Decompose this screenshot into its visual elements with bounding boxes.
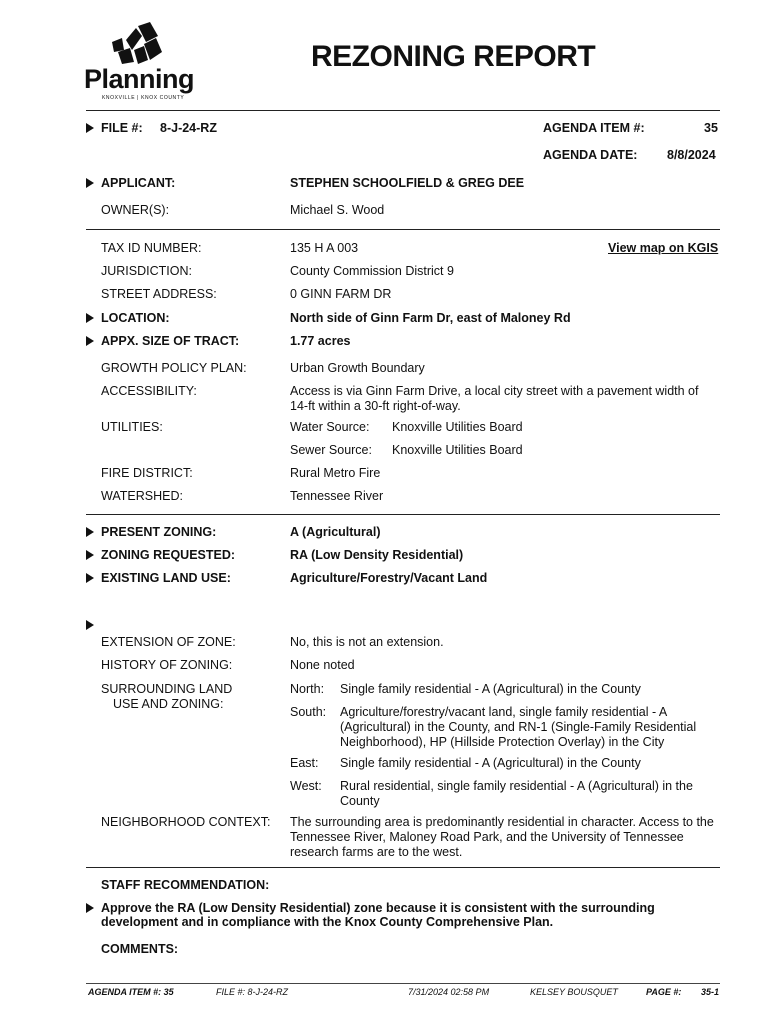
north-value: Single family residential - A (Agricultural) in the County <box>340 682 641 696</box>
street-address-label: STREET ADDRESS: <box>101 287 217 301</box>
footer-file: FILE #: 8-J-24-RZ <box>216 987 289 997</box>
extension-value: No, this is not an extension. <box>290 635 444 649</box>
north-label: North: <box>290 682 325 696</box>
location-label: LOCATION: <box>101 311 170 325</box>
file-label: FILE #: <box>101 121 143 135</box>
neighborhood-line-2: Tennessee River, Maloney Road Park, and the University of Tennessee <box>290 830 684 844</box>
sewer-source-label: Sewer Source: <box>290 443 372 457</box>
jurisdiction-label: JURISDICTION: <box>101 264 192 278</box>
watershed-value: Tennessee River <box>290 489 384 503</box>
growth-policy-value: Urban Growth Boundary <box>290 361 425 375</box>
fire-district-value: Rural Metro Fire <box>290 466 381 480</box>
divider <box>86 514 720 515</box>
divider <box>86 110 720 111</box>
fire-district-label: FIRE DISTRICT: <box>101 466 193 480</box>
surrounding-label-line-2: USE AND ZONING: <box>113 697 224 711</box>
footer-page-label: PAGE #: <box>646 987 682 997</box>
bullet-arrow-icon <box>86 903 94 913</box>
growth-policy-label: GROWTH POLICY PLAN: <box>101 361 247 375</box>
south-label: South: <box>290 705 327 719</box>
file-value: 8-J-24-RZ <box>160 121 217 135</box>
east-label: East: <box>290 756 319 770</box>
bullet-arrow-icon <box>86 178 94 188</box>
neighborhood-line-1: The surrounding area is predominantly residential in character. Access to the <box>290 815 714 829</box>
history-value: None noted <box>290 658 355 672</box>
water-source-value: Knoxville Utilities Board <box>392 420 523 434</box>
tract-size-label: APPX. SIZE OF TRACT: <box>101 334 240 348</box>
owners-label: OWNER(S): <box>101 203 170 217</box>
bullet-arrow-icon <box>86 527 94 537</box>
street-address-value: 0 GINN FARM DR <box>290 287 392 301</box>
footer-page-value: 35-1 <box>701 987 720 997</box>
zoning-requested-label: ZONING REQUESTED: <box>101 548 236 562</box>
bullet-arrow-icon <box>86 123 94 133</box>
accessibility-line-1: Access is via Ginn Farm Drive, a local city street with a pavement width of <box>290 384 699 398</box>
south-line-1: Agriculture/forestry/vacant land, single family residential - A <box>340 705 668 719</box>
staff-recommendation-label: STAFF RECOMMENDATION: <box>101 878 270 892</box>
west-line-2: County <box>340 794 380 808</box>
agenda-date-label: AGENDA DATE: <box>543 148 638 162</box>
page-title: REZONING REPORT <box>311 40 596 73</box>
present-zoning-label: PRESENT ZONING: <box>101 525 217 539</box>
existing-land-use-value: Agriculture/Forestry/Vacant Land <box>290 571 488 585</box>
staff-recommendation-line-1: Approve the RA (Low Density Residential) zone because it is consistent with the surrounding <box>101 901 655 915</box>
tax-id-label: TAX ID NUMBER: <box>101 241 202 255</box>
bullet-arrow-icon <box>86 336 94 346</box>
agenda-date-value: 8/8/2024 <box>667 148 716 162</box>
accessibility-label: ACCESSIBILITY: <box>101 384 197 398</box>
kgis-map-link[interactable]: View map on KGIS <box>608 241 719 255</box>
west-line-1: Rural residential, single family residential - A (Agricultural) in the <box>340 779 693 793</box>
bullet-arrow-icon <box>86 573 94 583</box>
west-label: West: <box>290 779 322 793</box>
zoning-requested-value: RA (Low Density Residential) <box>290 548 464 562</box>
neighborhood-line-3: research farms are to the west. <box>290 845 463 859</box>
divider <box>86 867 720 868</box>
divider <box>86 229 720 230</box>
footer-author: KELSEY BOUSQUET <box>530 987 618 997</box>
footer-agenda-item: AGENDA ITEM #: 35 <box>88 987 174 997</box>
logo-wordmark: Planning <box>84 64 194 94</box>
applicant-label: APPLICANT: <box>101 176 176 190</box>
bullet-arrow-icon <box>86 550 94 560</box>
location-value: North side of Ginn Farm Dr, east of Maloney Rd <box>290 311 571 325</box>
logo-subtitle: KNOXVILLE | KNOX COUNTY <box>102 95 185 101</box>
history-label: HISTORY OF ZONING: <box>101 658 233 672</box>
comments-label: COMMENTS: <box>101 942 179 956</box>
jurisdiction-value: County Commission District 9 <box>290 264 454 278</box>
watershed-label: WATERSHED: <box>101 489 183 503</box>
extension-label: EXTENSION OF ZONE: <box>101 635 236 649</box>
sewer-source-value: Knoxville Utilities Board <box>392 443 523 457</box>
planning-logo-icon <box>112 22 164 66</box>
bullet-arrow-icon <box>86 620 94 630</box>
east-value: Single family residential - A (Agricultural) in the County <box>340 756 641 770</box>
south-line-3: Neighborhood), HP (Hillside Protection Overlay) in the City <box>340 735 665 749</box>
footer-timestamp: 7/31/2024 02:58 PM <box>408 987 490 997</box>
tax-id-value: 135 H A 003 <box>290 241 359 255</box>
neighborhood-label: NEIGHBORHOOD CONTEXT: <box>101 815 271 829</box>
bullet-arrow-icon <box>86 313 94 323</box>
footer-divider <box>86 983 720 984</box>
owners-value: Michael S. Wood <box>290 203 385 217</box>
agenda-item-value: 35 <box>704 121 718 135</box>
agenda-item-label: AGENDA ITEM #: <box>543 121 645 135</box>
utilities-label: UTILITIES: <box>101 420 163 434</box>
present-zoning-value: A (Agricultural) <box>290 525 381 539</box>
south-line-2: (Agricultural) in the County, and RN-1 (Single-Family Residential <box>340 720 697 734</box>
surrounding-label-line-1: SURROUNDING LAND <box>101 682 233 696</box>
accessibility-line-2: 14-ft within a 30-ft right-of-way. <box>290 399 461 413</box>
tract-size-value: 1.77 acres <box>290 334 351 348</box>
existing-land-use-label: EXISTING LAND USE: <box>101 571 231 585</box>
water-source-label: Water Source: <box>290 420 370 434</box>
applicant-value: STEPHEN SCHOOLFIELD & GREG DEE <box>290 176 525 190</box>
staff-recommendation-line-2: development and in compliance with the Knox County Comprehensive Plan. <box>101 915 554 929</box>
